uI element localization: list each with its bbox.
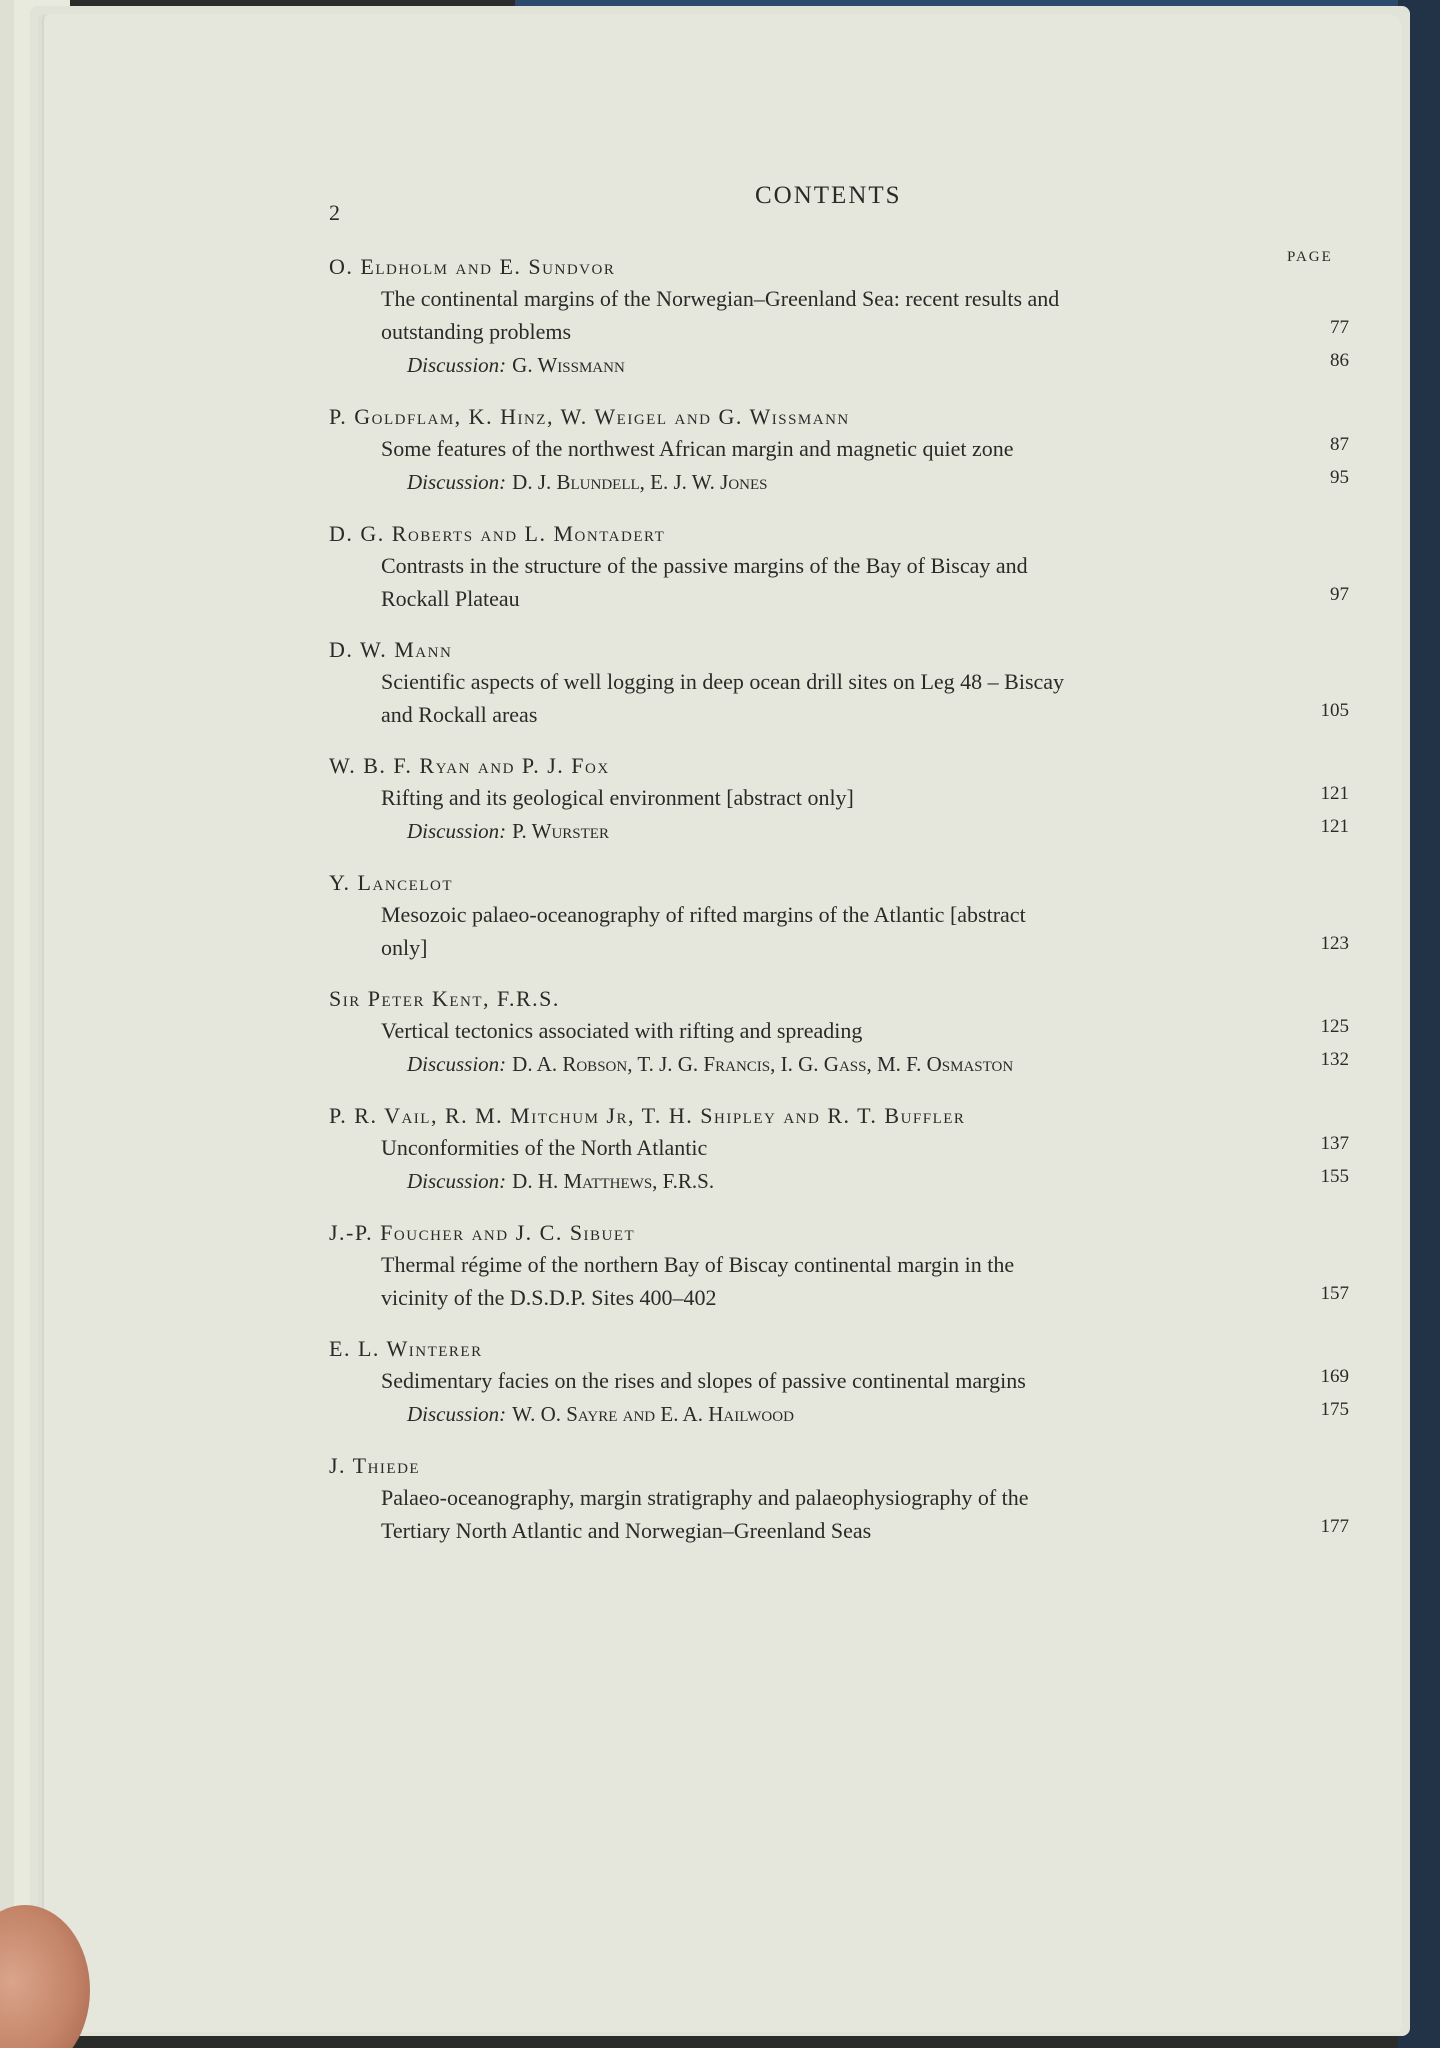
- discussion-page-number: 175: [1320, 1399, 1349, 1420]
- entry-title-line: [329, 1514, 1349, 1547]
- discussion-label: Discussion:: [407, 353, 507, 377]
- discussion-page-number: 121: [1320, 816, 1349, 837]
- entry-title-line: [329, 315, 1349, 348]
- toc-entry: [329, 519, 1349, 615]
- entry-title-text: Scientific aspects of well logging in deep ocean drill sites on Leg 48 – Biscay: [381, 669, 1065, 694]
- toc-entry: [329, 635, 1349, 731]
- entry-title-line: [329, 549, 1349, 582]
- entry-title-line: [329, 432, 1349, 465]
- entry-authors: J. Thiede: [329, 1453, 421, 1478]
- entry-title-line: [329, 282, 1349, 315]
- discussion-page-number: 86: [1330, 350, 1349, 371]
- entry-authors: W. B. F. Ryan and P. J. Fox: [329, 753, 610, 778]
- entry-page-number: 77: [1330, 317, 1349, 338]
- page-column-label: PAGE: [1287, 249, 1333, 265]
- entry-title-line: [329, 1281, 1349, 1314]
- discussion-label: Discussion:: [407, 1402, 507, 1426]
- entry-title-line: [329, 898, 1349, 931]
- entry-title-line: [329, 781, 1349, 814]
- entry-authors: J.-P. Foucher and J. C. Sibuet: [329, 1220, 636, 1245]
- document-page: [44, 14, 1402, 2032]
- entry-title-text: The continental margins of the Norwegian–Greenland Sea: recent results and: [381, 286, 1060, 311]
- entry-authors: Sir Peter Kent, F.R.S.: [329, 986, 560, 1011]
- entry-title-line: [329, 1131, 1349, 1164]
- toc-entry: [329, 751, 1349, 848]
- entry-authors: P. R. Vail, R. M. Mitchum Jr, T. H. Shipley and R. T. Buffler: [329, 1103, 966, 1128]
- entry-title-text: Palaeo-oceanography, margin stratigraphy and palaeophysiography of the: [381, 1485, 1029, 1510]
- discussion-names: W. O. Sayre and E. A. Hailwood: [512, 1402, 794, 1426]
- discussion-names: D. H. Matthews, F.R.S.: [512, 1169, 715, 1193]
- entry-authors: E. L. Winterer: [329, 1336, 483, 1361]
- entry-page-number: 137: [1320, 1133, 1349, 1154]
- entry-page-number: 105: [1320, 700, 1349, 721]
- table-of-contents: [329, 252, 1349, 1567]
- entry-title-text: Tertiary North Atlantic and Norwegian–Greenland Seas: [381, 1518, 872, 1543]
- entry-title-line: [329, 1014, 1349, 1047]
- entry-discussion: [329, 1164, 1349, 1198]
- entry-authors: Y. Lancelot: [329, 870, 453, 895]
- entry-title-text: vicinity of the D.S.D.P. Sites 400–402: [381, 1285, 717, 1310]
- toc-entry: [329, 868, 1349, 964]
- entry-title-text: Thermal régime of the northern Bay of Biscay continental margin in the: [381, 1252, 1015, 1277]
- toc-entry: [329, 1218, 1349, 1314]
- discussion-names: P. Wurster: [512, 819, 609, 843]
- entry-title-line: [329, 1248, 1349, 1281]
- entry-title-text: Vertical tectonics associated with rifting and spreading: [381, 1018, 863, 1043]
- entry-title-text: Rifting and its geological environment [abstract only]: [381, 785, 854, 810]
- entry-title-text: Unconformities of the North Atlantic: [381, 1135, 708, 1160]
- entry-discussion: [329, 348, 1349, 382]
- discussion-label: Discussion:: [407, 1169, 507, 1193]
- entry-page-number: 97: [1330, 584, 1349, 605]
- entry-authors: O. Eldholm and E. Sundvor: [329, 254, 616, 279]
- entry-page-number: 169: [1320, 1366, 1349, 1387]
- discussion-page-number: 132: [1320, 1049, 1349, 1070]
- entry-title-text: Mesozoic palaeo-oceanography of rifted margins of the Atlantic [abstract: [381, 902, 1026, 927]
- entry-title-line: [329, 931, 1349, 964]
- entry-page-number: 177: [1320, 1516, 1349, 1537]
- toc-entry: [329, 1334, 1349, 1431]
- toc-entry: [329, 1451, 1349, 1547]
- entry-authors: P. Goldflam, K. Hinz, W. Weigel and G. Wissmann: [329, 404, 850, 429]
- page-title: CONTENTS: [755, 182, 902, 209]
- discussion-names: D. A. Robson, T. J. G. Francis, I. G. Gass, M. F. Osmaston: [512, 1052, 1014, 1076]
- entry-page-number: 125: [1320, 1016, 1349, 1037]
- discussion-page-number: 95: [1330, 467, 1349, 488]
- cover-edge: [0, 0, 14, 2048]
- entry-discussion: [329, 465, 1349, 499]
- toc-entry: [329, 402, 1349, 499]
- entry-page-number: 87: [1330, 434, 1349, 455]
- entry-discussion: [329, 814, 1349, 848]
- entry-title-text: Contrasts in the structure of the passive margins of the Bay of Biscay and: [381, 553, 1028, 578]
- entry-authors: D. G. Roberts and L. Montadert: [329, 521, 666, 546]
- discussion-label: Discussion:: [407, 470, 507, 494]
- entry-discussion: [329, 1397, 1349, 1431]
- entry-title-line: [329, 665, 1349, 698]
- entry-title-line: [329, 1481, 1349, 1514]
- entry-title-line: [329, 698, 1349, 731]
- entry-title-text: and Rockall areas: [381, 702, 538, 727]
- entry-title-text: Rockall Plateau: [381, 586, 520, 611]
- entry-title-text: only]: [381, 935, 428, 960]
- discussion-label: Discussion:: [407, 819, 507, 843]
- entry-title-text: outstanding problems: [381, 319, 572, 344]
- entry-discussion: [329, 1047, 1349, 1081]
- entry-authors: D. W. Mann: [329, 637, 453, 662]
- entry-title-line: [329, 1364, 1349, 1397]
- entry-title-line: [329, 582, 1349, 615]
- entry-title-text: Sedimentary facies on the rises and slopes of passive continental margins: [381, 1368, 1026, 1393]
- discussion-page-number: 155: [1320, 1166, 1349, 1187]
- toc-entry: [329, 1101, 1349, 1198]
- discussion-names: G. Wissmann: [512, 353, 625, 377]
- toc-entry: [329, 984, 1349, 1081]
- entry-page-number: 123: [1320, 933, 1349, 954]
- discussion-label: Discussion:: [407, 1052, 507, 1076]
- entry-page-number: 157: [1320, 1283, 1349, 1304]
- entry-page-number: 121: [1320, 783, 1349, 804]
- toc-entry: [329, 252, 1349, 382]
- entry-title-text: Some features of the northwest African margin and magnetic quiet zone: [381, 436, 1014, 461]
- page-number: 2: [329, 200, 340, 225]
- discussion-names: D. J. Blundell, E. J. W. Jones: [512, 470, 768, 494]
